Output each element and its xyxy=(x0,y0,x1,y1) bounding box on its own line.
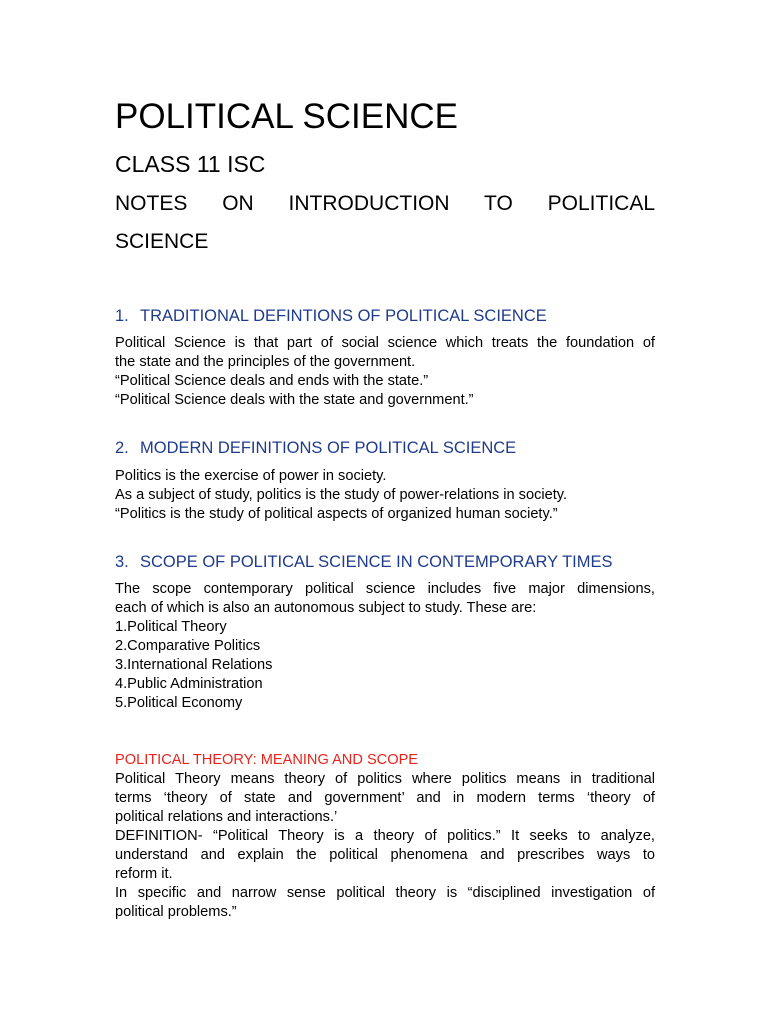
section1-heading-text: TRADITIONAL DEFINTIONS OF POLITICAL SCIENCE xyxy=(140,307,547,325)
section2-line1: Politics is the exercise of power in society. xyxy=(115,468,387,484)
section3-line1: The scope contemporary political science includes five major dimensions, xyxy=(115,581,655,597)
section1-line2: the state and the principles of the government. xyxy=(115,354,416,370)
notes-heading-line1: NOTES ON INTRODUCTION TO POLITICAL xyxy=(115,192,655,215)
section1-heading xyxy=(115,306,655,326)
section2-line3: “Politics is the study of political aspects of organized human society.” xyxy=(115,506,558,522)
section1-line1: Political Science is that part of social science which treats the foundation of xyxy=(115,335,655,351)
pt-p1-line3: political relations and interactions.’ xyxy=(115,809,338,825)
section1-body xyxy=(115,334,655,410)
section1-line3: “Political Science deals and ends with the state.” xyxy=(115,373,429,389)
pt-p1-line1: Political Theory means theory of politics where politics means in traditional xyxy=(115,771,655,787)
document-subtitle: CLASS 11 ISC xyxy=(115,151,266,177)
section3-body xyxy=(115,580,655,713)
section2-heading-text: MODERN DEFINITIONS OF POLITICAL SCIENCE xyxy=(140,439,517,457)
section3-line2: each of which is also an autonomous subject to study. These are: xyxy=(115,600,537,616)
section2-heading xyxy=(115,438,655,458)
section2-number: 2. xyxy=(115,439,129,457)
political-theory-body xyxy=(115,770,655,922)
pt-p2-line1: DEFINITION- “Political Theory is a theory of politics.” It seeks to analyze, xyxy=(115,828,655,844)
section2-body xyxy=(115,467,655,524)
list-item: 1.Political Theory xyxy=(115,619,227,635)
section3-heading-text: SCOPE OF POLITICAL SCIENCE IN CONTEMPORARY TIMES xyxy=(140,553,613,571)
list-item: 3.International Relations xyxy=(115,657,273,673)
document-title: POLITICAL SCIENCE xyxy=(115,97,458,136)
pt-p2-line2: understand and explain the political phenomena and prescribes ways to xyxy=(115,847,655,863)
section3-number: 3. xyxy=(115,553,129,571)
pt-p3-line1: In specific and narrow sense political theory is “disciplined investigation of xyxy=(115,885,655,901)
notes-heading-line2: SCIENCE xyxy=(115,230,209,253)
pt-p3-line2: political problems.” xyxy=(115,904,237,920)
list-item: 2.Comparative Politics xyxy=(115,638,261,654)
section1-number: 1. xyxy=(115,307,129,325)
list-item: 4.Public Administration xyxy=(115,676,263,692)
section3-heading xyxy=(115,552,655,572)
section1-line4: “Political Science deals with the state and government.” xyxy=(115,392,474,408)
section2-line2: As a subject of study, politics is the study of power-relations in society. xyxy=(115,487,568,503)
notes-heading xyxy=(115,185,655,261)
pt-p1-line2: terms ‘theory of state and government’ and in modern terms ‘theory of xyxy=(115,790,655,806)
political-theory-heading: POLITICAL THEORY: MEANING AND SCOPE xyxy=(115,752,419,768)
pt-p2-line3: reform it. xyxy=(115,866,173,882)
list-item: 5.Political Economy xyxy=(115,695,243,711)
